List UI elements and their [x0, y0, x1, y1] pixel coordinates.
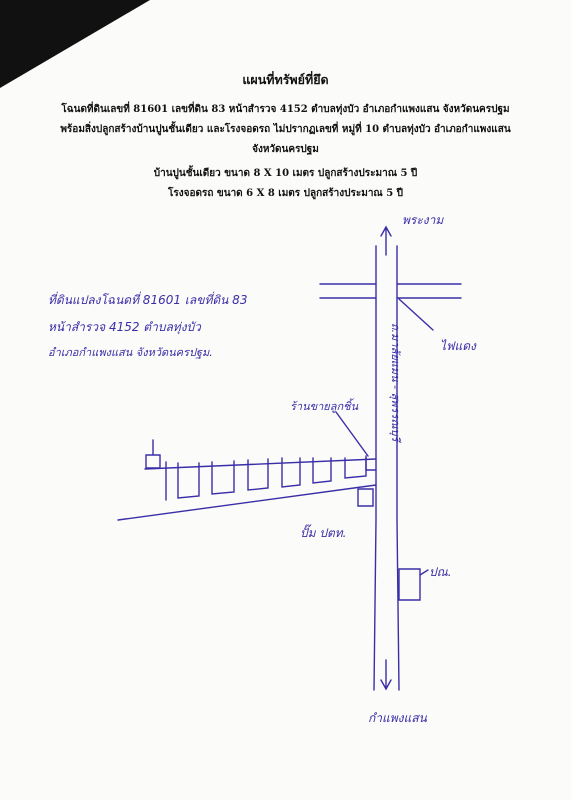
south-destination-label: กำแพงแสน — [368, 711, 427, 725]
north-arrow — [381, 227, 391, 255]
main-road-right-edge — [397, 246, 399, 690]
post-office-label: ปณ. — [429, 565, 452, 579]
shop-pointer — [336, 412, 368, 456]
plot-corner-left — [146, 440, 160, 468]
deed-line: โฉนดที่ดินเลขที่ 81601 เลขที่ดิน 83 หน้าสำรวจ 4152 ตำบลทุ่งบัว อำเภอกำแพงแสน จังหวัดนครปฐม — [61, 104, 510, 115]
plot-note-line-2: หน้าสำรวจ 4152 ตำบลทุ่งบัว — [48, 320, 201, 334]
traffic-light-pointer — [399, 299, 433, 330]
pump-label: ปั๊ม ปตท. — [300, 526, 347, 540]
building-line-1: พร้อมสิ่งปลูกสร้างบ้านปูนชั้นเดียว และโรงจอดรถ ไม่ปรากฏเลขที่ หมู่ที่ 10 ตำบลทุ่งบัว อำเภอกำแพงแสน — [60, 124, 511, 135]
plot-corner-right — [366, 456, 376, 470]
side-road-top-edge — [145, 459, 376, 469]
road-name-label: ถ.มาลัยแมน - สุพรรณบุรี — [389, 323, 402, 442]
post-office-connector — [420, 570, 428, 575]
main-road-left-edge — [374, 246, 376, 690]
plot-note-line-3: อำเภอกำแพงแสน จังหวัดนครปฐม. — [48, 346, 213, 359]
north-destination-label: พระงาม — [402, 213, 444, 227]
page-title: แผนที่ทรัพย์ที่ยึด — [242, 72, 329, 87]
side-road-bottom-edge — [118, 485, 376, 520]
shop-label: ร้านขายลูกชิ้น — [290, 400, 359, 413]
traffic-light-label: ไฟแดง — [440, 339, 476, 353]
post-office-box — [399, 569, 420, 600]
house-spec: บ้านปูนชั้นเดียว ขนาด 8 X 10 เมตร ปลูกสร้างประมาณ 5 ปี — [153, 168, 418, 179]
pump-box — [358, 489, 373, 506]
south-arrow — [381, 660, 391, 689]
garage-spec: โรงจอดรถ ขนาด 6 X 8 เมตร ปลูกสร้างประมาณ 5 ปี — [168, 188, 403, 199]
building-line-2: จังหวัดนครปฐม — [252, 144, 319, 155]
plot-note-line-1: ที่ดินแปลงโฉนดที่ 81601 เลขที่ดิน 83 — [48, 293, 248, 307]
